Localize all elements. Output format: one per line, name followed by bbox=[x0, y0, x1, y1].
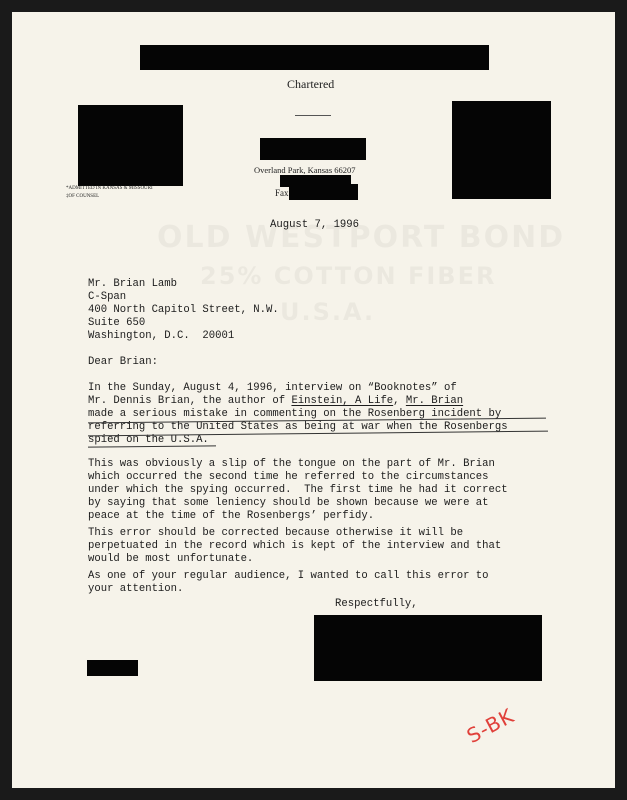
author-reference: Mr. Brian bbox=[405, 395, 464, 407]
watermark-line-3 bbox=[280, 298, 375, 326]
recipient-city: Washington, D.C. 20001 bbox=[88, 330, 235, 342]
p2-line-3: under which the spying occurred. The first time he had it correct bbox=[88, 484, 508, 496]
recipient-suite: Suite 650 bbox=[88, 317, 146, 329]
p1-line-5: spied on the U.S.A. bbox=[88, 434, 209, 446]
p1-line-3: made a serious mistake in commenting on the Rosenberg incident by bbox=[88, 408, 502, 420]
p2-line-2: which occurred the second time he referred to the circumstances bbox=[88, 471, 489, 483]
p3-line-3: would be most unfortunate. bbox=[88, 553, 254, 565]
recipient-street: 400 North Capitol Street, N.W. bbox=[88, 304, 279, 316]
chartered-label: Chartered bbox=[287, 77, 335, 91]
letterhead-city: Overland Park, Kansas 66207 bbox=[254, 165, 356, 175]
p1-line-1: In the Sunday, August 4, 1996, interview on “Booknotes” of bbox=[88, 382, 457, 394]
p4-line-1: As one of your regular audience, I wanted to call this error to bbox=[88, 570, 489, 582]
p1-line-2-text: Mr. Dennis Brian, the author of bbox=[88, 395, 292, 407]
p2-line-4: by saying that some leniency should be shown because we were at bbox=[88, 497, 489, 509]
watermark-line-1 bbox=[157, 220, 565, 255]
redacted-attorney-names-right bbox=[452, 101, 551, 199]
redacted-street-address bbox=[260, 138, 366, 160]
watermark-line-2 bbox=[200, 262, 496, 290]
p4-line-2: your attention. bbox=[88, 583, 184, 595]
redacted-fax-number bbox=[289, 184, 358, 200]
letterhead-divider bbox=[295, 115, 331, 116]
closing: Respectfully, bbox=[335, 598, 418, 610]
recipient-name: Mr. Brian Lamb bbox=[88, 278, 178, 290]
p3-line-2: perpetuated in the record which is kept of the interview and that bbox=[88, 540, 502, 552]
counsel-note: ‡OF COUNSEL bbox=[66, 194, 100, 199]
redacted-firm-name bbox=[140, 45, 489, 70]
redacted-initials bbox=[87, 660, 138, 676]
p1-line-4: referring to the United States as being at war when the Rosenbergs bbox=[88, 421, 508, 433]
handwritten-annotation: S-BK bbox=[462, 703, 519, 748]
admitted-note: *ADMITTED IN KANSAS & MISSOURI bbox=[66, 186, 153, 191]
p1-line-2 bbox=[88, 395, 463, 407]
redacted-signature bbox=[314, 615, 542, 681]
recipient-org: C-Span bbox=[88, 291, 127, 303]
p3-line-1: This error should be corrected because otherwise it will be bbox=[88, 527, 464, 539]
redacted-attorney-names-left bbox=[78, 105, 183, 186]
p1-line-2-comma: , bbox=[393, 395, 406, 407]
letter-date: August 7, 1996 bbox=[270, 219, 360, 231]
fax-label: Fax bbox=[275, 188, 289, 198]
p2-line-5: peace at the time of the Rosenbergs’ perfidy. bbox=[88, 510, 375, 522]
hand-underline-3 bbox=[88, 445, 216, 447]
letter-page bbox=[12, 12, 615, 788]
book-title: Einstein, A Life bbox=[291, 395, 394, 407]
p2-line-1: This was obviously a slip of the tongue on the part of Mr. Brian bbox=[88, 458, 495, 470]
salutation: Dear Brian: bbox=[88, 356, 158, 368]
